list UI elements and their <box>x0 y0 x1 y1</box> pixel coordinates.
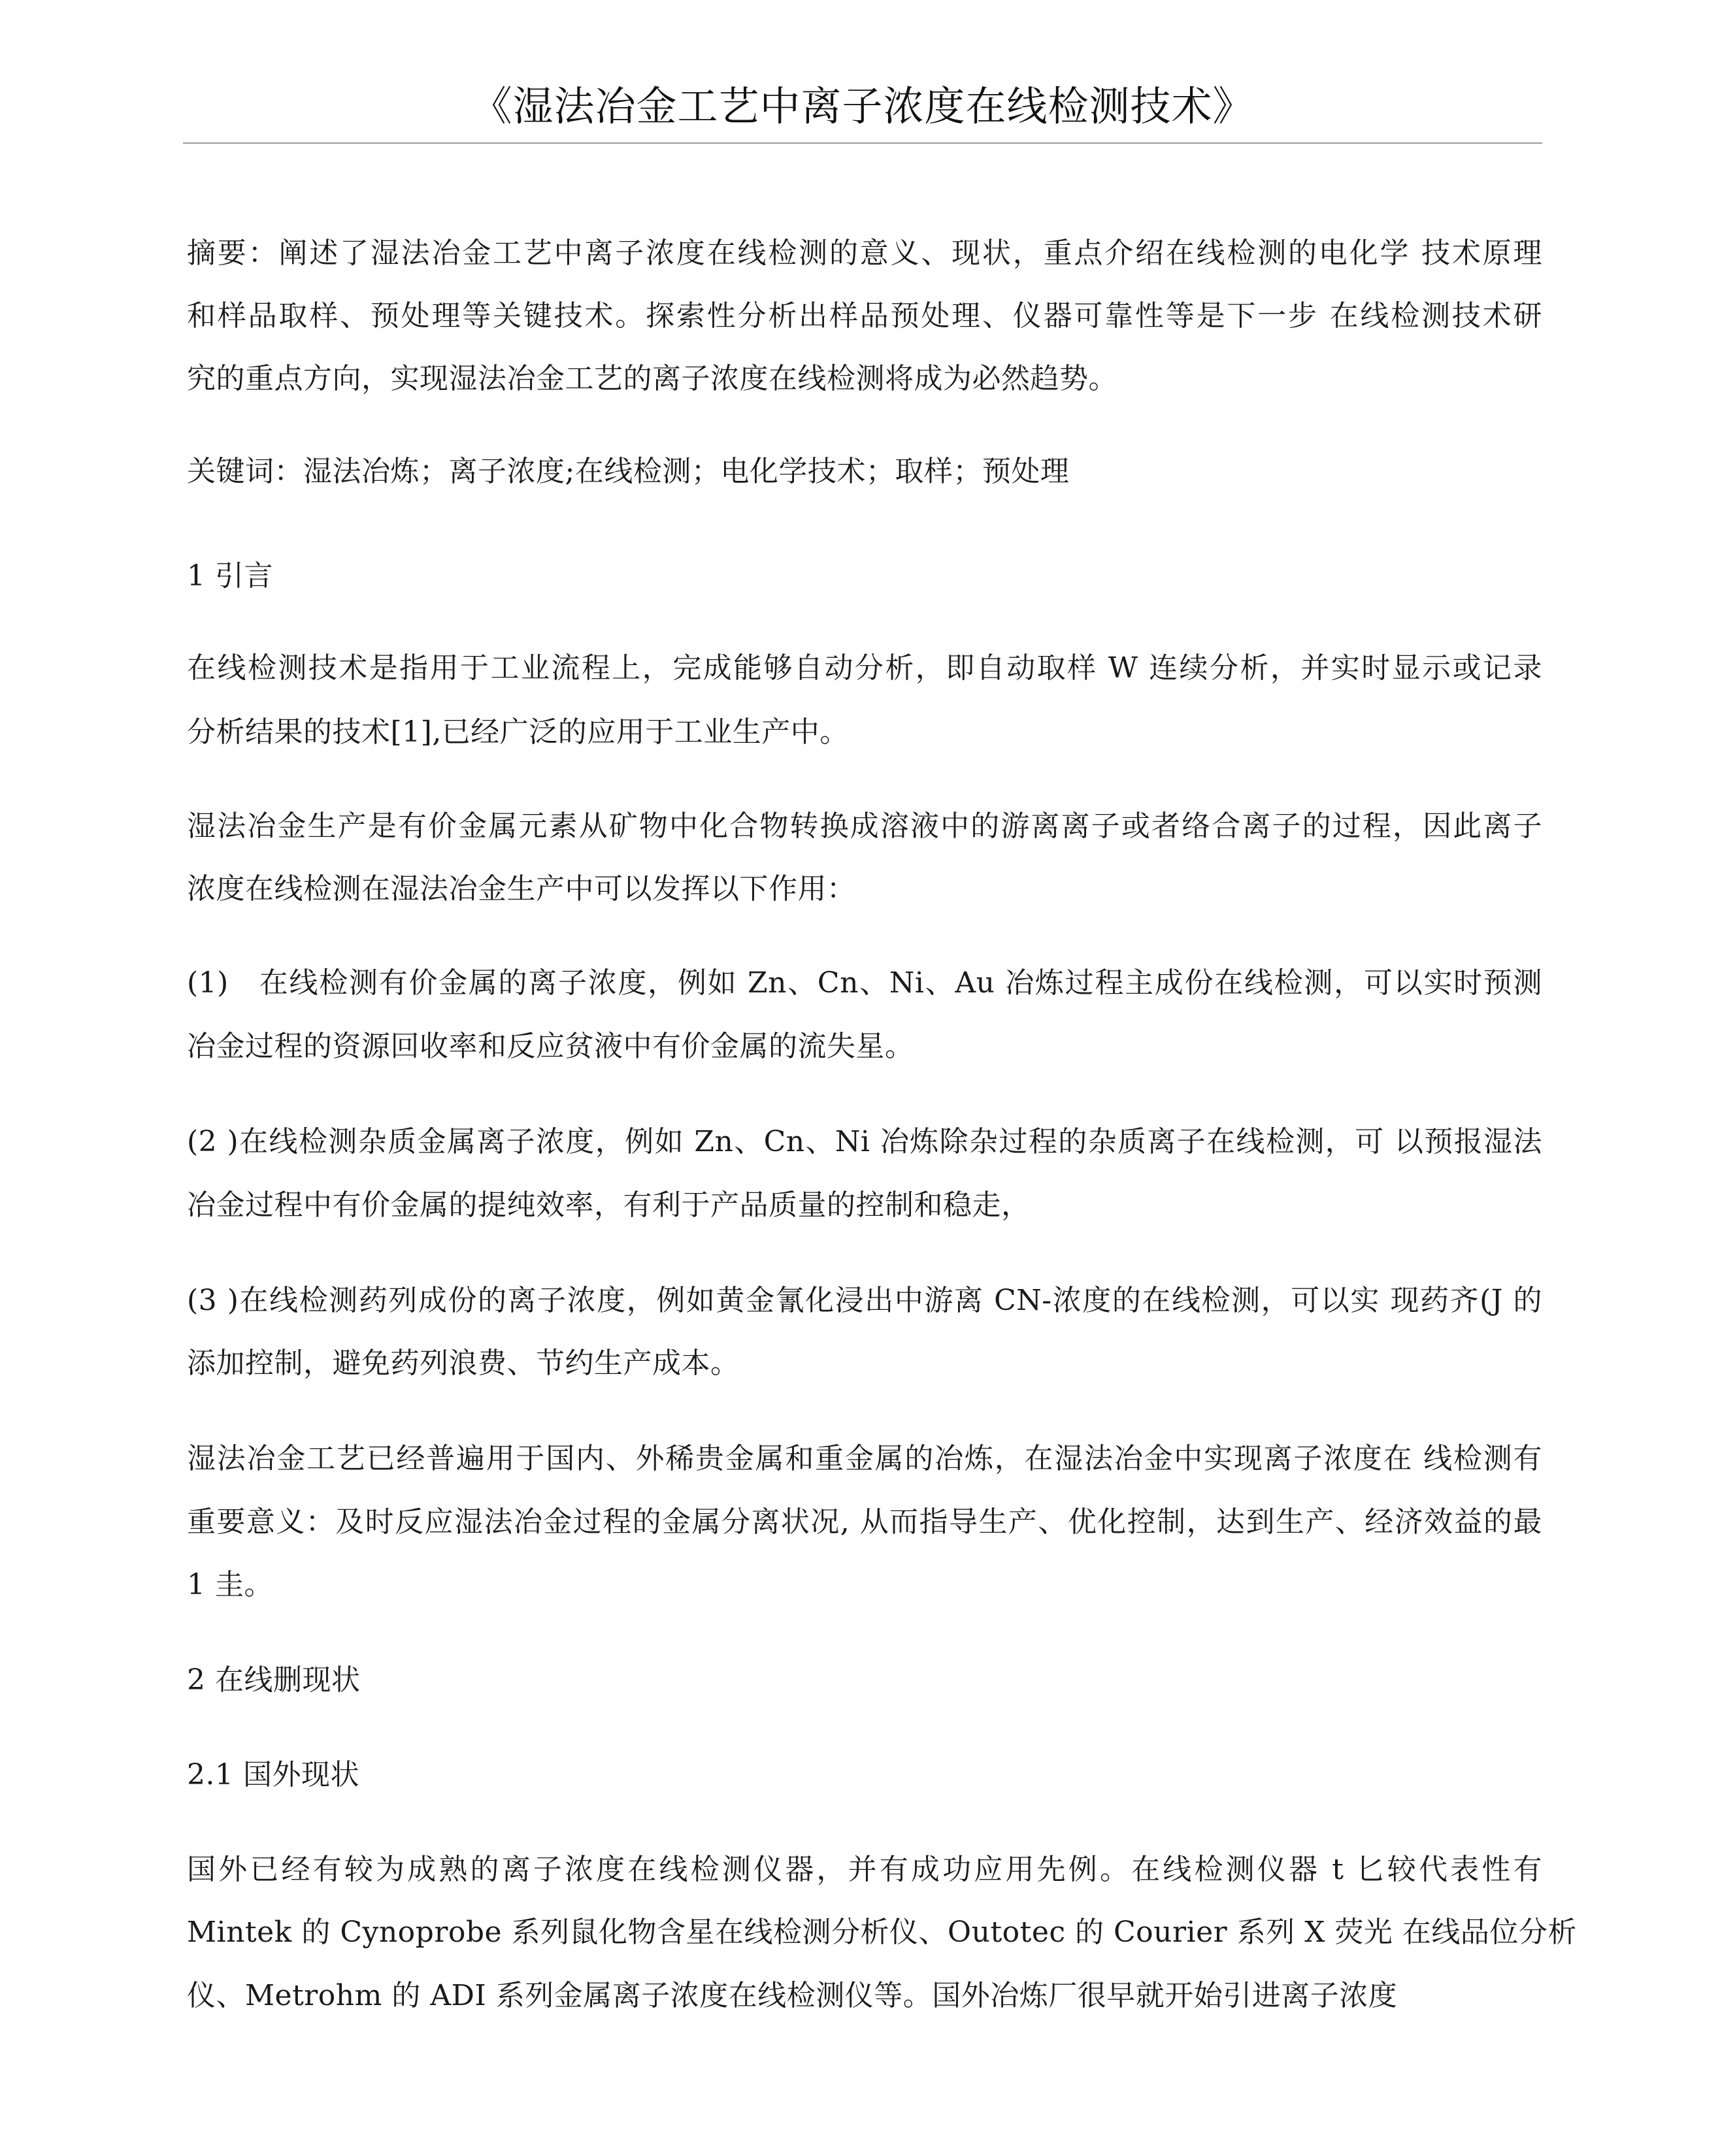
paragraph-line: 浓度在线检测在湿法冶金生产中可以发挥以下作用： <box>187 872 856 906</box>
list-item-1-line: 冶金过程的资源回收率和反应贫液中有价金属的流失星。 <box>187 1030 914 1063</box>
abstract-line-1: 摘要：阐述了湿法冶金工艺中离子浓度在线检测的意义、现状，重点介绍在线检测的电化学 技术原理 <box>187 237 1542 270</box>
list-item-3-line: (3 )在线检测药列成份的离子浓度，例如黄金氰化浸出中游离 CN-浓度的在线检测，可以实 现药齐(J 的 <box>187 1284 1542 1317</box>
abstract-line-3: 究的重点方向，实现湿法冶金工艺的离子浓度在线检测将成为必然趋势。 <box>187 362 1117 395</box>
subsection-heading-2-1: 2.1 国外现状 <box>187 1758 359 1791</box>
paragraph-line: 在线检测技术是指用于工业流程上，完成能够自动分析，即自动取样 W 连续分析，并实时显示或记录 <box>187 651 1542 685</box>
paragraph-line: 国外已经有较为成熟的离子浓度在线检测仪器，并有成功应用先例。在线检测仪器 t 匕较代表性有 <box>187 1853 1542 1886</box>
paragraph-line: Mintek 的 Cynoprobe 系列鼠化物含星在线检测分析仪、Outotec 的 Courier 系列 X 荧光 在线品位分析 <box>187 1916 1577 1949</box>
list-item-3-line: 添加控制，避免药列浪费、节约生产成本。 <box>187 1347 740 1380</box>
paragraph-line: 分析结果的技术[1],已经广泛的应用于工业生产中。 <box>187 715 849 749</box>
list-item-1-line: (1) 在线检测有价金属的离子浓度，例如 Zn、Cn、Ni、Au 冶炼过程主成份在线检测，可以实时预测 <box>187 966 1542 1000</box>
keywords-line: 关键词：湿法冶炼；离子浓度;在线检测；电化学技术；取样；预处理 <box>187 455 1070 488</box>
title-divider <box>183 142 1542 144</box>
list-item-2-line: (2 )在线检测杂质金属离子浓度，例如 Zn、Cn、Ni 冶炼除杂过程的杂质离子在线检测，可 以预报湿法 <box>187 1125 1542 1158</box>
paragraph-line: 湿法冶金工艺已经普遍用于国内、外稀贵金属和重金属的冶炼，在湿法冶金中实现离子浓度在 线检测有 <box>187 1442 1542 1475</box>
paragraph-line: 重要意义：及时反应湿法冶金过程的金属分离状况, 从而指导生产、优化控制，达到生产、经济效益的最 <box>187 1505 1542 1539</box>
abstract-line-2: 和样品取样、预处理等关键技术。探索性分析出样品预处理、仪器可靠性等是下一步 在线检测技术研 <box>187 299 1542 333</box>
paragraph-line: 仪、Metrohm 的 ADI 系列金属离子浓度在线检测仪等。国外冶炼厂很早就开始引进离子浓度 <box>187 1979 1398 2012</box>
paragraph-line: 湿法冶金生产是有价金属元素从矿物中化合物转换成溶液中的游离离子或者络合离子的过程，因此离子 <box>187 809 1542 843</box>
document-title: 《湿法冶金工艺中离子浓度在线检测技术》 <box>471 82 1254 130</box>
section-heading-1: 1 引言 <box>187 559 273 593</box>
paragraph-line: 1 圭。 <box>187 1568 273 1601</box>
list-item-2-line: 冶金过程中有价金属的提纯效率，有利于产品质量的控制和稳走， <box>187 1188 1031 1222</box>
section-heading-2: 2 在线删现状 <box>187 1663 361 1697</box>
